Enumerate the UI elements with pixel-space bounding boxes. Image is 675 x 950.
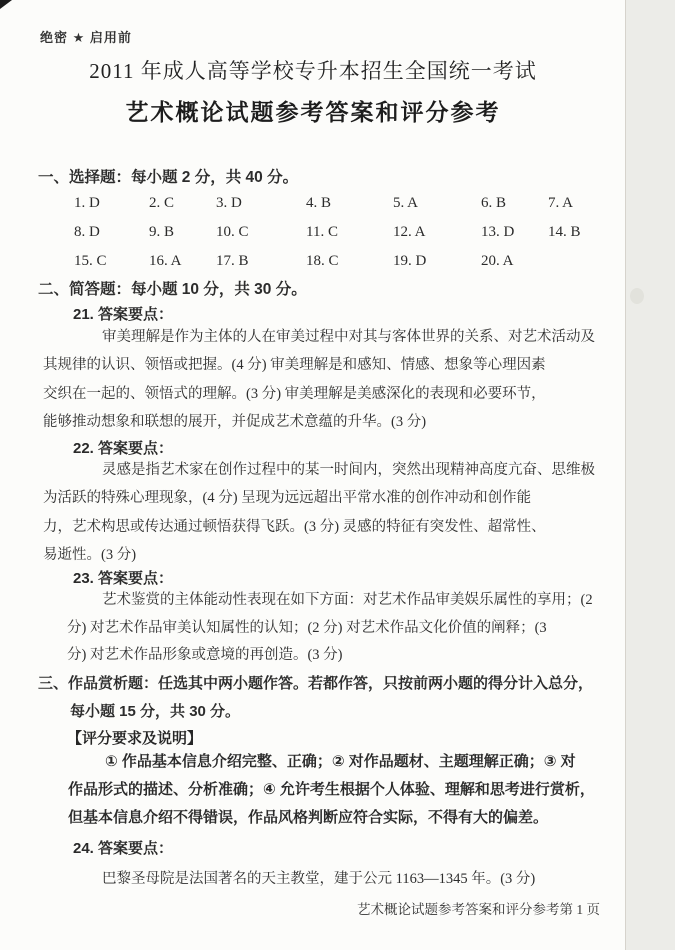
page-footer: 艺术概论试题参考答案和评分参考第 1 页 — [357, 902, 600, 917]
mc-answer: 10. C — [216, 224, 249, 240]
section-choice-heading: 一、选择题：每小题 2 分，共 40 分。 — [38, 169, 299, 186]
answer-line: 交织在一起的、领悟式的理解。(3 分) 审美理解是美感深化的表现和必要环节， — [43, 385, 546, 402]
question-23-label: 23. 答案要点： — [73, 570, 174, 587]
scoring-note-line: ① 作品基本信息介绍完整、正确；② 对作品题材、主题理解正确；③ 对 — [105, 753, 576, 770]
answer-line: 审美理解是作为主体的人在审美过程中对其与客体世界的关系、对艺术活动及 — [102, 329, 595, 345]
scoring-requirements-notes — [68, 748, 595, 832]
scoring-note-line: 但基本信息介绍不得错误，作品风格判断应符合实际，不得有大的偏差。 — [68, 809, 549, 826]
section-analysis-heading-line1: 三、作品赏析题：任选其中两小题作答。若都作答，只按前两小题的得分计入总分， — [38, 675, 594, 692]
mc-answer: 18. C — [306, 253, 339, 269]
question-24-answer — [102, 865, 535, 893]
mc-answer: 19. D — [393, 253, 427, 269]
mc-answer: 1. D — [74, 195, 100, 211]
answer-line: 艺术鉴赏的主体能动性表现在如下方面：对艺术作品审美娱乐属性的享用；(2 — [102, 592, 593, 608]
mc-answer: 13. D — [481, 224, 515, 240]
mc-answer: 8. D — [74, 224, 100, 240]
answer-line: 其规律的认识、领悟或把握。(4 分) 审美理解是和感知、情感、想象等心理因素 — [43, 357, 546, 374]
mc-answer: 20. A — [481, 253, 514, 269]
mc-answer: 17. B — [216, 253, 249, 269]
exam-title: 2011 年成人高等学校专升本招生全国统一考试 — [89, 59, 537, 83]
mc-answer: 15. C — [74, 253, 107, 269]
mc-answer: 3. D — [216, 195, 242, 211]
question-22-answer — [43, 456, 595, 570]
multiple-choice-answer-grid — [74, 189, 581, 276]
mc-answer: 14. B — [548, 224, 581, 240]
answer-line: 巴黎圣母院是法国著名的天主教堂，建于公元 1163—1345 年。(3 分) — [102, 871, 536, 887]
answer-line: 易逝性。(3 分) — [43, 547, 137, 564]
scan-smudge — [630, 288, 644, 304]
answer-line: 分) 对艺术作品审美认知属性的认知；(2 分) 对艺术作品文化价值的阐释；(3 — [67, 619, 547, 636]
section-short-answer-heading: 二、简答题：每小题 10 分，共 30 分。 — [38, 281, 307, 298]
mc-answer: 16. A — [149, 253, 182, 269]
mc-answer: 9. B — [149, 224, 175, 240]
scan-margin-strip — [626, 0, 675, 950]
mc-answer: 7. A — [548, 195, 574, 211]
document-title: 艺术概论试题参考答案和评分参考 — [125, 99, 501, 125]
question-21-answer — [43, 323, 595, 437]
answer-line: 为活跃的特殊心理现象，(4 分) 呈现为远远超出平常水准的创作冲动和创作能 — [43, 490, 532, 507]
answer-line: 分) 对艺术作品形象或意境的再创造。(3 分) — [67, 647, 343, 663]
mc-answer: 4. B — [306, 195, 332, 211]
answer-line: 力，艺术构思或传达通过顿悟获得飞跃。(3 分) 灵感的特征有突发性、超常性、 — [43, 518, 546, 535]
question-23-answer — [67, 587, 593, 670]
classification-label: 绝密 ★ 启用前 — [40, 30, 132, 45]
page-edge-line — [625, 0, 626, 950]
mc-answer: 12. A — [393, 224, 426, 240]
answer-line: 能够推动想象和联想的展开，并促成艺术意蕴的升华。(3 分) — [43, 414, 427, 431]
scoring-note-line: 作品形式的描述、分析准确；④ 允许考生根据个人体验、理解和思考进行赏析， — [68, 781, 595, 798]
mc-answer: 11. C — [306, 224, 338, 240]
mc-answer: 5. A — [393, 195, 419, 211]
question-22-label: 22. 答案要点： — [73, 440, 174, 457]
mc-answer: 6. B — [481, 195, 507, 211]
scan-corner-artifact — [0, 0, 12, 9]
question-24-label: 24. 答案要点： — [73, 840, 174, 857]
mc-answer: 2. C — [149, 195, 175, 211]
section-analysis-heading-line2: 每小题 15 分，共 30 分。 — [70, 703, 241, 720]
answer-line: 灵感是指艺术家在创作过程中的某一时间内，突然出现精神高度亢奋、思维极 — [102, 462, 595, 478]
scoring-requirements-title: 【评分要求及说明】 — [67, 730, 203, 747]
question-21-label: 21. 答案要点： — [73, 306, 174, 323]
